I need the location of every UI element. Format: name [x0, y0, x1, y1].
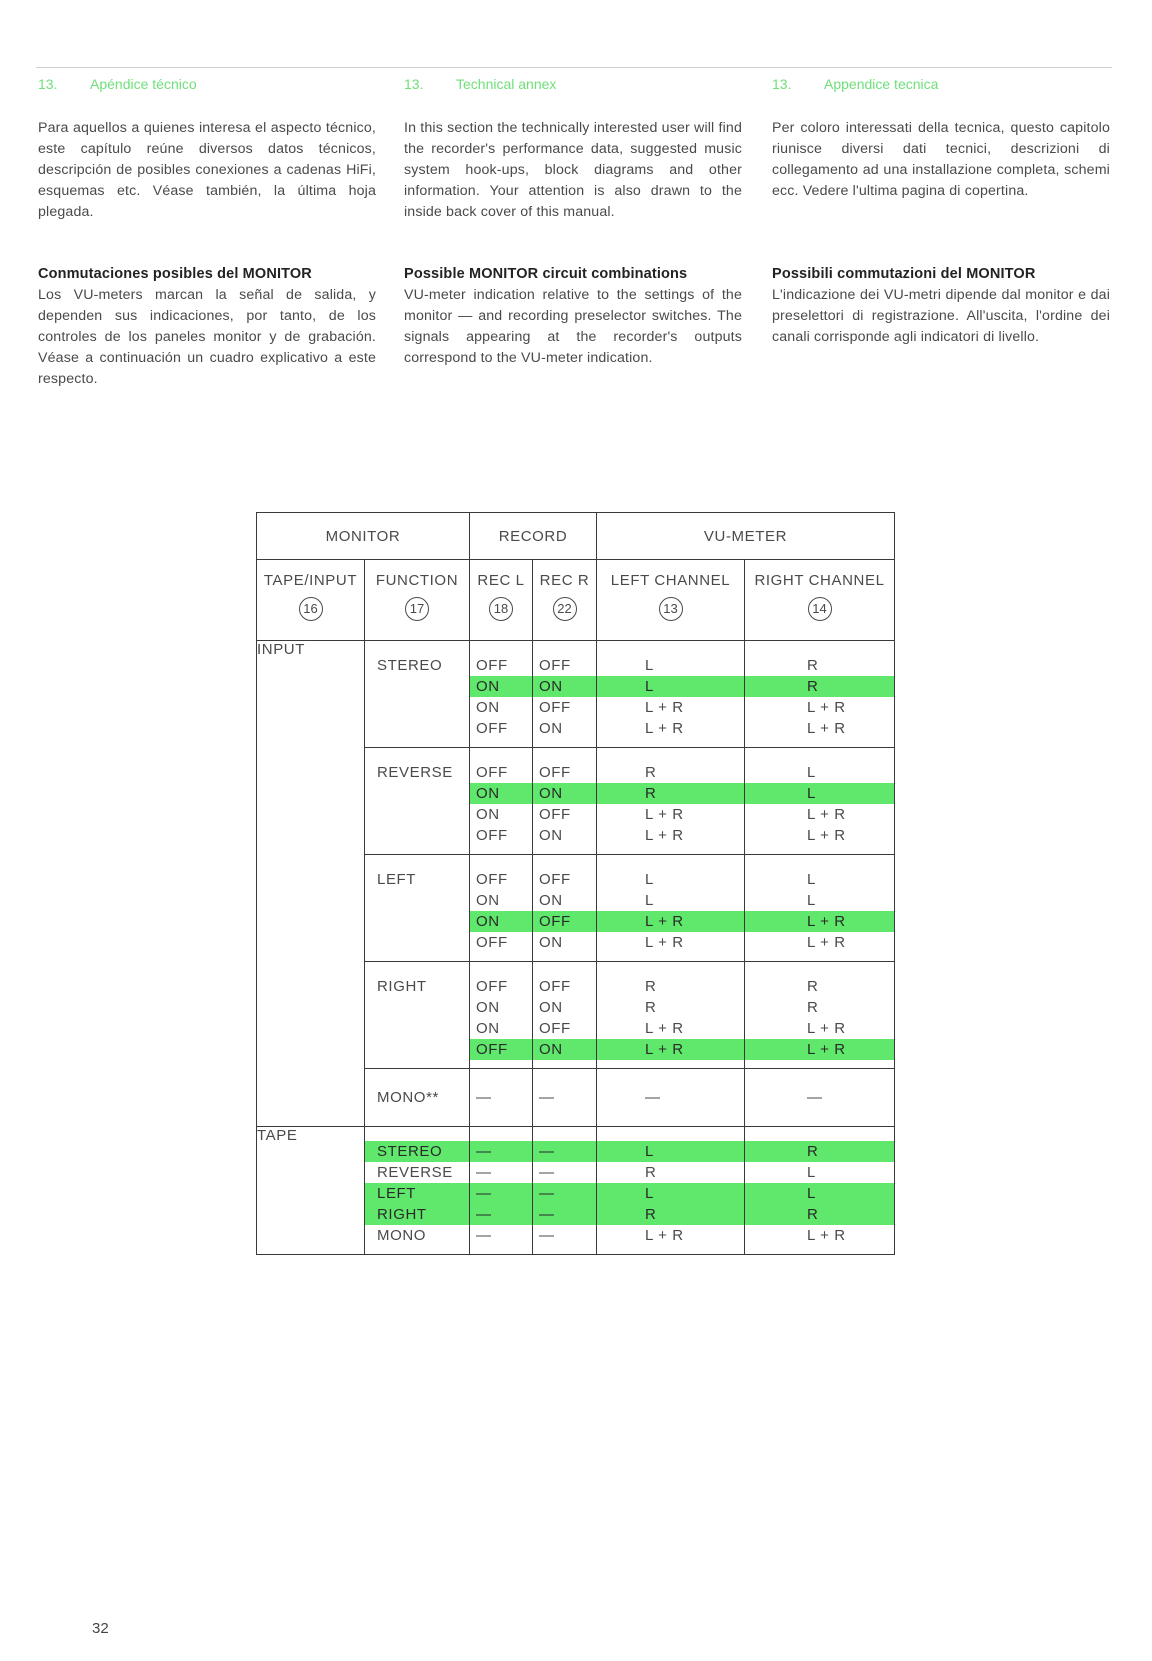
function-label: STEREO	[365, 1141, 469, 1162]
cell-value: —	[807, 1089, 823, 1106]
body-text: VU-meter indication relative to the settings of the monitor — and recording preselector switches. The signals appearing at the recorder's outputs correspond to the VU-meter indication.	[404, 287, 742, 366]
reference-number: 16	[299, 597, 323, 621]
cell-value: OFF	[476, 871, 508, 888]
column-label: RIGHT CHANNEL	[754, 572, 885, 589]
cell-value: OFF	[539, 657, 571, 674]
left-channel-cell	[597, 1127, 745, 1255]
function-label: LEFT	[377, 871, 417, 888]
cell-value: ON	[476, 1020, 500, 1037]
intro-es: Para aquellos a quienes interesa el aspecto técnico, este capítulo reúne diversos datos técnicos, descripción de posibles conexiones a cadenas HiFi, esquemas etc. Véase también, la última hoja plegada.	[38, 120, 376, 220]
table-row	[257, 641, 895, 748]
cell-value: L + R	[597, 1039, 744, 1060]
column-label: REC R	[539, 572, 590, 589]
column-label: FUNCTION	[375, 572, 459, 589]
monitor-section-it	[772, 264, 1110, 348]
rec-l-cell	[470, 1069, 533, 1127]
monitor-section-en	[404, 264, 742, 369]
function-label: MONO	[377, 1227, 427, 1244]
cell-value: L	[645, 657, 654, 674]
column-header-rec-r	[533, 560, 597, 641]
right-channel-cell	[745, 962, 895, 1069]
cell-value: OFF	[539, 806, 571, 823]
subheading: Possible MONITOR circuit combinations	[404, 266, 688, 282]
reference-number: 13	[659, 597, 683, 621]
column-header-tape-input	[257, 560, 365, 641]
group-label-tape: TAPE	[257, 1127, 365, 1255]
cell-value: L	[807, 892, 816, 909]
cell-value: L + R	[645, 699, 684, 716]
cell-value: ON	[539, 827, 563, 844]
function-cell	[365, 855, 470, 962]
cell-value: R	[807, 978, 819, 995]
cell-value: ON	[470, 676, 532, 697]
cell-value: L	[807, 1164, 816, 1181]
cell-value: L + R	[597, 911, 744, 932]
cell-value: ON	[470, 911, 532, 932]
cell-value: —	[533, 1204, 596, 1225]
function-cell	[365, 748, 470, 855]
cell-value: L + R	[645, 934, 684, 951]
cell-value: R	[745, 1204, 894, 1225]
cell-value: L + R	[745, 911, 894, 932]
cell-value: —	[539, 1227, 555, 1244]
cell-value: OFF	[476, 657, 508, 674]
section-number: 13.	[772, 76, 792, 92]
column-header-right-channel	[745, 560, 895, 641]
cell-value: L	[597, 676, 744, 697]
cell-value: ON	[533, 783, 596, 804]
cell-value: R	[745, 1141, 894, 1162]
rec-l-cell	[470, 855, 533, 962]
cell-value: R	[807, 999, 819, 1016]
section-number: 13.	[38, 76, 58, 92]
cell-value: R	[645, 978, 657, 995]
cell-value: L	[745, 1183, 894, 1204]
cell-value: R	[807, 657, 819, 674]
right-channel-cell	[745, 855, 895, 962]
cell-value: OFF	[539, 871, 571, 888]
rec-r-cell	[533, 641, 597, 748]
cell-value: ON	[533, 676, 596, 697]
cell-value: R	[745, 676, 894, 697]
cell-value: ON	[539, 892, 563, 909]
intro-en: In this section the technically interested user will find the recorder's performance data, suggested music system hook-ups, block diagrams and other information. Your attention is also drawn to the inside back cover of this manual.	[404, 120, 742, 220]
cell-value: L + R	[645, 1227, 684, 1244]
cell-value: L	[645, 871, 654, 888]
reference-number: 17	[405, 597, 429, 621]
cell-value: —	[470, 1141, 532, 1162]
cell-value: —	[539, 1089, 555, 1106]
column-label: REC L	[477, 572, 525, 589]
cell-value: L + R	[807, 806, 846, 823]
cell-value: OFF	[533, 911, 596, 932]
function-label: RIGHT	[365, 1204, 469, 1225]
cell-value: R	[597, 783, 744, 804]
monitor-combination-table	[256, 512, 895, 1255]
cell-value: R	[597, 1204, 744, 1225]
cell-value: ON	[539, 934, 563, 951]
section-heading-en	[404, 76, 556, 92]
cell-value: —	[476, 1227, 492, 1244]
function-label: REVERSE	[377, 764, 453, 781]
rec-r-cell	[533, 748, 597, 855]
group-label-input: INPUT	[257, 641, 365, 1127]
cell-value: ON	[476, 892, 500, 909]
top-rule	[36, 67, 1112, 68]
cell-value: R	[645, 764, 657, 781]
cell-value: ON	[476, 806, 500, 823]
right-channel-cell	[745, 748, 895, 855]
cell-value: L + R	[645, 827, 684, 844]
cell-value: L + R	[745, 1039, 894, 1060]
left-channel-cell	[597, 962, 745, 1069]
cell-value: —	[470, 1204, 532, 1225]
cell-value: —	[645, 1089, 661, 1106]
cell-value: ON	[476, 699, 500, 716]
cell-value: —	[533, 1183, 596, 1204]
cell-value: ON	[476, 999, 500, 1016]
right-channel-cell	[745, 641, 895, 748]
reference-number: 14	[808, 597, 832, 621]
cell-value: ON	[470, 783, 532, 804]
section-number: 13.	[404, 76, 424, 92]
cell-value: L + R	[645, 720, 684, 737]
left-channel-cell	[597, 855, 745, 962]
section-title: Appendice tecnica	[824, 76, 939, 92]
cell-value: OFF	[539, 1020, 571, 1037]
rec-r-cell	[533, 1127, 597, 1255]
cell-value: OFF	[476, 934, 508, 951]
rec-l-cell	[470, 748, 533, 855]
cell-value: OFF	[539, 978, 571, 995]
left-channel-cell	[597, 748, 745, 855]
cell-value: L + R	[807, 699, 846, 716]
group-header-monitor: MONITOR	[257, 513, 470, 560]
section-title: Apéndice técnico	[90, 76, 197, 92]
cell-value: L + R	[807, 934, 846, 951]
cell-value: —	[533, 1141, 596, 1162]
rec-l-cell	[470, 1127, 533, 1255]
intro-it: Per coloro interessati della tecnica, questo capitolo riunisce diversi dati tecnici, descrizioni di collegamento ad una installazione completa, schemi ecc. Vedere l'ultima pagina di copertina.	[772, 120, 1110, 199]
cell-value: L	[807, 764, 816, 781]
function-label: RIGHT	[377, 978, 427, 995]
group-header-vu-meter: VU-METER	[597, 513, 895, 560]
subheading: Conmutaciones posibles del MONITOR	[38, 266, 312, 282]
function-cell	[365, 1069, 470, 1127]
cell-value: L	[597, 1183, 744, 1204]
rec-r-cell	[533, 1069, 597, 1127]
cell-value: OFF	[470, 1039, 532, 1060]
cell-value: L	[597, 1141, 744, 1162]
cell-value: R	[645, 1164, 657, 1181]
column-header-left-channel	[597, 560, 745, 641]
rec-r-cell	[533, 962, 597, 1069]
cell-value: L	[807, 871, 816, 888]
left-channel-cell	[597, 1069, 745, 1127]
monitor-section-es	[38, 264, 376, 390]
body-text: Los VU-meters marcan la señal de salida, y dependen sus indicaciones, por tanto, de los controles de los paneles monitor y de grabación. Véase a continuación un cuadro explicativo a este respecto.	[38, 287, 376, 387]
cell-value: L	[745, 783, 894, 804]
cell-value: OFF	[476, 764, 508, 781]
reference-number: 18	[489, 597, 513, 621]
page-number: 32	[92, 1620, 109, 1637]
cell-value: L	[645, 892, 654, 909]
cell-value: L + R	[807, 827, 846, 844]
function-label: STEREO	[377, 657, 443, 674]
cell-value: OFF	[539, 764, 571, 781]
rec-l-cell	[470, 641, 533, 748]
cell-value: R	[645, 999, 657, 1016]
function-cell	[365, 641, 470, 748]
cell-value: —	[539, 1164, 555, 1181]
rec-l-cell	[470, 962, 533, 1069]
cell-value: OFF	[476, 827, 508, 844]
table-row	[257, 1127, 895, 1255]
function-cell	[365, 962, 470, 1069]
section-title: Technical annex	[456, 76, 557, 92]
rec-r-cell	[533, 855, 597, 962]
column-label: LEFT CHANNEL	[610, 572, 731, 589]
cell-value: L + R	[645, 1020, 684, 1037]
left-channel-cell	[597, 641, 745, 748]
function-label: LEFT	[365, 1183, 469, 1204]
cell-value: —	[476, 1089, 492, 1106]
column-label: TAPE/INPUT	[263, 572, 358, 589]
cell-value: —	[476, 1164, 492, 1181]
cell-value: OFF	[476, 720, 508, 737]
function-cell	[365, 1127, 470, 1255]
group-header-record: RECORD	[470, 513, 597, 560]
right-channel-cell	[745, 1127, 895, 1255]
right-channel-cell	[745, 1069, 895, 1127]
cell-value: L + R	[807, 1227, 846, 1244]
cell-value: OFF	[476, 978, 508, 995]
column-header-function	[365, 560, 470, 641]
cell-value: OFF	[539, 699, 571, 716]
cell-value: —	[470, 1183, 532, 1204]
cell-value: L + R	[807, 1020, 846, 1037]
section-heading-es	[38, 76, 197, 92]
cell-value: ON	[539, 720, 563, 737]
column-header-rec-l	[470, 560, 533, 641]
section-heading-it	[772, 76, 938, 92]
function-label: REVERSE	[377, 1164, 453, 1181]
cell-value: ON	[539, 999, 563, 1016]
cell-value: L + R	[645, 806, 684, 823]
function-label: MONO**	[377, 1089, 439, 1106]
reference-number: 22	[553, 597, 577, 621]
subheading: Possibili commutazioni del MONITOR	[772, 266, 1036, 282]
cell-value: L + R	[807, 720, 846, 737]
body-text: L'indicazione dei VU-metri dipende dal monitor e dai preselettori di registrazione. All'uscita, l'ordine dei canali corrisponde agli indicatori di livello.	[772, 287, 1110, 345]
cell-value: ON	[533, 1039, 596, 1060]
